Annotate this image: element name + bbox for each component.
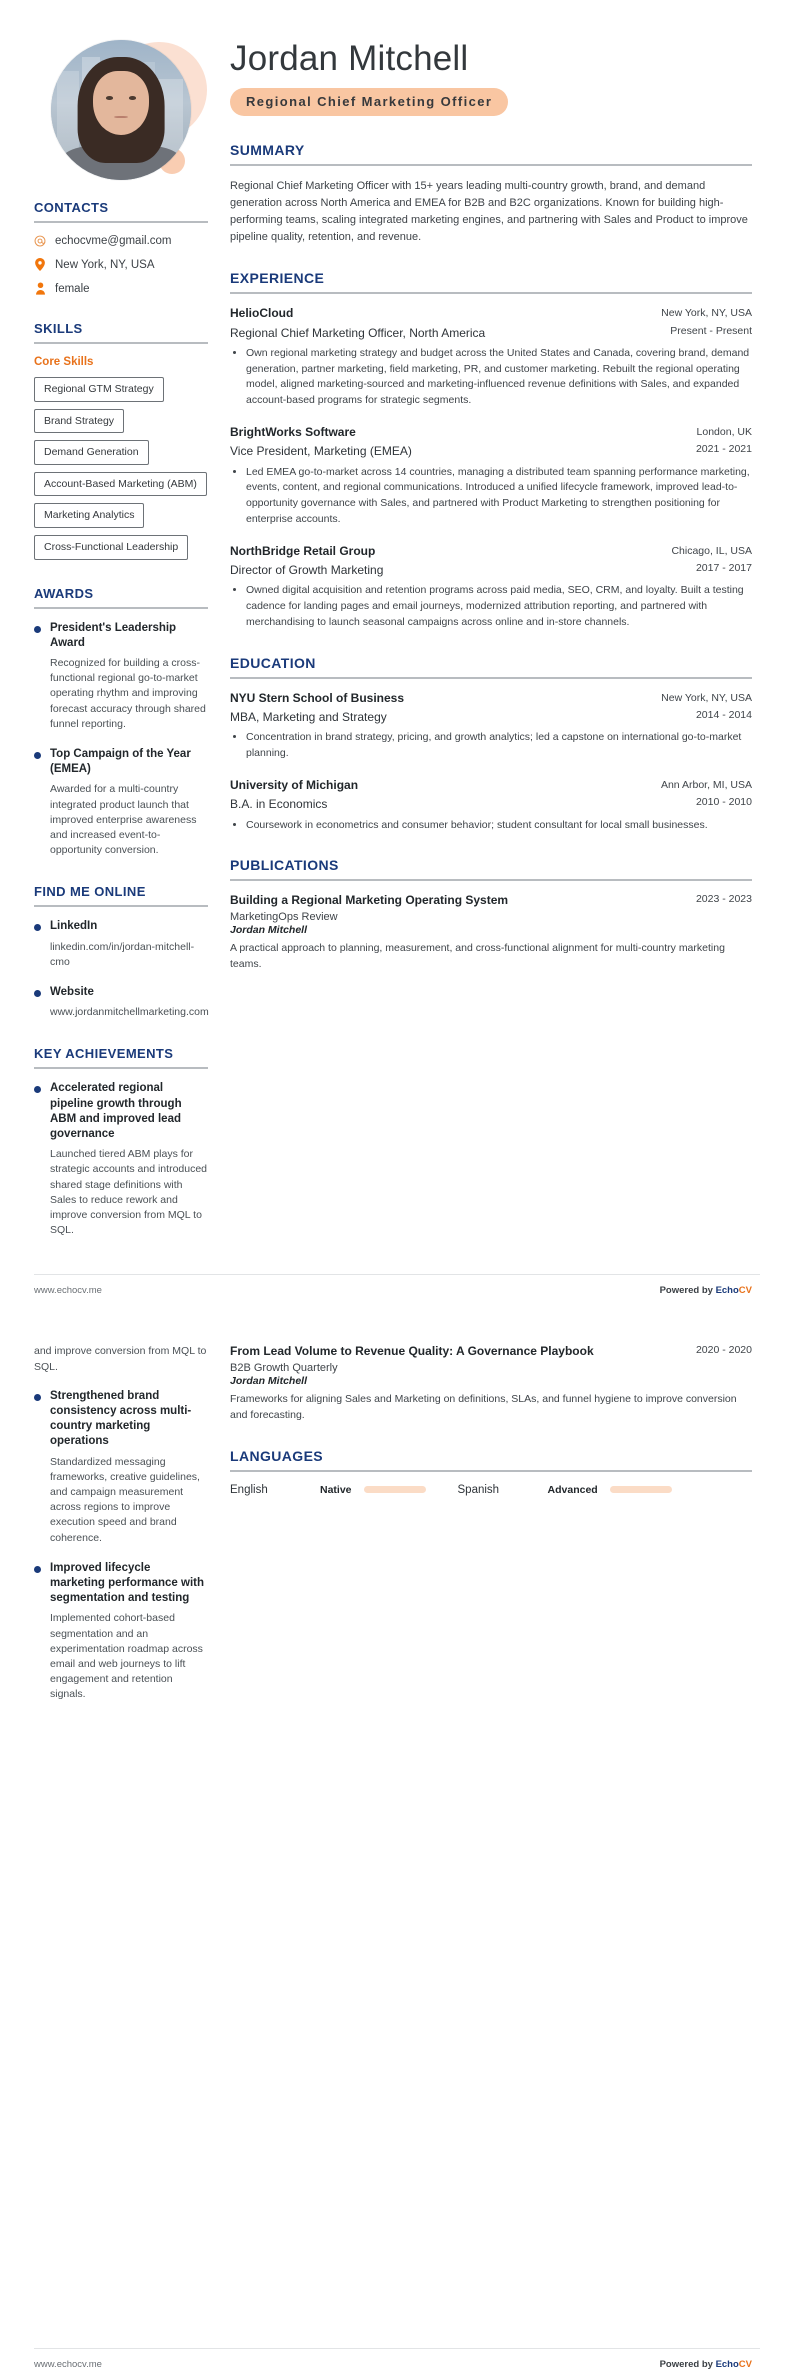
award-title: President's Leadership Award (50, 621, 177, 649)
main-content (222, 0, 794, 996)
achievement-item (34, 1389, 208, 1546)
location-pin-icon (34, 258, 46, 271)
award-item (34, 621, 208, 732)
divider (230, 164, 752, 166)
experience-location: New York, NY, USA (661, 306, 752, 319)
experience-heading: EXPERIENCE (230, 269, 325, 286)
skill-chip[interactable]: Demand Generation (34, 440, 149, 465)
publication-dates: 2023 - 2023 (695, 893, 752, 906)
achievement-item (34, 1561, 208, 1703)
footer-brand (660, 1285, 752, 1296)
experience-location: London, UK (696, 425, 752, 438)
skill-chip[interactable]: Brand Strategy (34, 409, 124, 434)
languages-list (230, 1484, 752, 1496)
footer-brand (660, 2359, 752, 2370)
education-entry (230, 778, 752, 834)
achievement-description: Launched tiered ABM plays for strategic accounts and introduced shared stage definitions with Sales to reduce rework and improve conversion from MQL to SQL. (50, 1148, 208, 1237)
footer-powered-prefix: Powered by (659, 2358, 716, 2370)
languages-heading: LANGUAGES (230, 1447, 324, 1464)
experience-entry (230, 544, 752, 631)
experience-company: BrightWorks Software (230, 424, 356, 439)
bullet-dot-icon (34, 1086, 41, 1093)
divider (34, 221, 208, 223)
role-badge: Regional Chief Marketing Officer (230, 88, 508, 116)
education-degree: MBA, Marketing and Strategy (230, 710, 387, 725)
skills-section (34, 321, 208, 560)
bullet-dot-icon (34, 1566, 41, 1573)
experience-role: Regional Chief Marketing Officer, North America (230, 325, 486, 340)
language-name: Spanish (457, 1483, 500, 1496)
person-icon (34, 282, 46, 295)
skills-heading: SKILLS (34, 321, 83, 336)
bullet-dot-icon (34, 752, 41, 759)
publication-journal: MarketingOps Review (230, 910, 338, 923)
page-footer (0, 1285, 794, 1296)
language-item (458, 1484, 672, 1496)
contacts-section (34, 200, 208, 295)
achievement-item (34, 1081, 208, 1238)
experience-section (230, 270, 752, 631)
publication-journal: B2B Growth Quarterly (230, 1362, 338, 1375)
achievement-description: Standardized messaging frameworks, creative guidelines, and campaign measurement across regions to improve execution speed and brand coherence. (50, 1455, 200, 1544)
online-profile-url[interactable]: www.jordanmitchellmarketing.com (50, 1006, 209, 1019)
experience-company: HelioCloud (230, 305, 294, 320)
divider (230, 879, 752, 881)
skill-chip[interactable]: Account-Based Marketing (ABM) (34, 472, 207, 497)
page-footer (0, 2359, 794, 2370)
publication-author: Jordan Mitchell (230, 1375, 308, 1388)
bullet: • Own regional marketing strategy and budget across the United States and Canada, covering brand, demand generation, partner marketing, field marketing, PR, and customer marketing. Rebuilt the regional operating model, aligned marketing-sourced and marketing-influenced revenue definitions with Sales, and expanded account-based programs for strategic segments. (246, 346, 752, 409)
publication-description: Frameworks for aligning Sales and Marketing on definitions, SLAs, and funnel hygiene to improve conversion and forecasting. (230, 1393, 737, 1421)
footer-site[interactable]: www.echocv.me (34, 1285, 102, 1297)
education-dates: 2010 - 2010 (695, 796, 752, 809)
experience-bullets (246, 583, 752, 630)
award-title: Top Campaign of the Year (EMEA) (50, 748, 191, 776)
bullet: • Concentration in brand strategy, pricing, and growth analytics; led a capstone on international go-to-market planning. (246, 730, 752, 762)
summary-text: Regional Chief Marketing Officer with 15+ years leading multi-country growth, brand, and demand generation across North America and EMEA for B2B and B2C organizations. Known for building high-performing teams, scaling integrated marketing engines, and partnering with Sales and Product to improve pipeline quality, retention, and revenue. (230, 179, 748, 243)
experience-location: Chicago, IL, USA (671, 544, 752, 557)
education-entry (230, 691, 752, 762)
online-profile-label: LinkedIn (50, 920, 98, 933)
publication-dates: 2020 - 2020 (695, 1344, 752, 1357)
education-location: New York, NY, USA (661, 691, 752, 704)
divider (34, 905, 208, 907)
language-proficiency-bar (364, 1486, 426, 1493)
education-bullets (246, 730, 752, 762)
language-name: English (230, 1483, 268, 1496)
experience-company: NorthBridge Retail Group (230, 543, 376, 558)
education-section (230, 655, 752, 834)
find-me-online-section (34, 884, 208, 1020)
language-level: Advanced (547, 1483, 598, 1496)
experience-entry (230, 306, 752, 409)
bullet-dot-icon (34, 626, 41, 633)
contact-location-value: New York, NY, USA (55, 258, 155, 271)
skill-chip-list (34, 377, 208, 560)
skill-chip[interactable]: Cross-Functional Leadership (34, 535, 188, 560)
education-school: NYU Stern School of Business (230, 690, 405, 705)
education-degree: B.A. in Economics (230, 797, 328, 812)
footer-brand-cv: CV (738, 2358, 752, 2370)
experience-bullets (246, 465, 752, 528)
skills-group-label: Core Skills (34, 356, 94, 368)
contact-location (34, 258, 208, 271)
divider (34, 607, 208, 609)
contacts-heading: CONTACTS (34, 200, 109, 215)
bullet: • Owned digital acquisition and retention programs across paid media, SEO, CRM, and loyalty. Built a testing cadence for landing pages and email journeys, modernized attribution reporting, and partnered with merchandising to launch seasonal campaigns across online and in-store channels. (246, 583, 752, 630)
divider (230, 292, 752, 294)
divider (230, 677, 752, 679)
achievement-title: Improved lifecycle marketing performance with segmentation and testing (50, 1561, 205, 1605)
divider (34, 1067, 208, 1069)
summary-heading: SUMMARY (230, 141, 305, 158)
publication-title: From Lead Volume to Revenue Quality: A Governance Playbook (230, 1344, 594, 1359)
language-proficiency-bar (610, 1486, 672, 1493)
experience-entry (230, 425, 752, 528)
publications-section-continued (230, 1344, 752, 1423)
education-dates: 2014 - 2014 (695, 709, 752, 722)
experience-role: Vice President, Marketing (EMEA) (230, 444, 412, 459)
publication-title: Building a Regional Marketing Operating System (230, 893, 509, 908)
footer-brand-cv: CV (738, 1285, 752, 1297)
languages-section (230, 1448, 752, 1496)
contact-email[interactable] (34, 235, 208, 247)
online-profile-item[interactable] (34, 985, 208, 1020)
footer-brand-echo: Echo (715, 2358, 739, 2370)
education-location: Ann Arbor, MI, USA (660, 778, 752, 791)
publication-description: A practical approach to planning, measurement, and cross-functional alignment for multi-country marketing teams. (230, 941, 725, 970)
experience-dates: Present - Present (670, 324, 752, 337)
key-achievements-section (34, 1046, 208, 1238)
divider (34, 342, 208, 344)
education-school: University of Michigan (230, 777, 359, 792)
key-achievements-heading: KEY ACHIEVEMENTS (34, 1046, 174, 1062)
contact-gender-value: female (55, 282, 90, 295)
publication-author: Jordan Mitchell (230, 923, 308, 936)
experience-dates: 2017 - 2017 (695, 562, 752, 575)
award-description: Recognized for building a cross-functional regional go-to-market operating rhythm and improving forecast accuracy through shared funnel reporting. (50, 656, 206, 730)
experience-dates: 2021 - 2021 (695, 443, 752, 456)
sidebar (0, 0, 222, 1264)
avatar (51, 40, 191, 180)
bullet-dot-icon (34, 924, 41, 931)
profile-photo (51, 40, 191, 180)
footer-site[interactable]: www.echocv.me (34, 2358, 102, 2370)
experience-bullets (246, 346, 752, 409)
summary-section (230, 142, 752, 246)
publications-section (230, 857, 752, 972)
bullet-dot-icon (34, 990, 41, 997)
footer-divider (34, 2348, 760, 2349)
education-heading: EDUCATION (230, 654, 316, 671)
page-gap (0, 1296, 794, 1330)
contact-email-value: echocvme@gmail.com (55, 235, 172, 247)
skill-chip[interactable]: Regional GTM Strategy (34, 377, 164, 402)
achievement-description: Implemented cohort-based segmentation and an experimentation roadmap across email and web journeys to lift engagement and retention signals. (50, 1612, 203, 1701)
footer-brand-echo: Echo (715, 1285, 739, 1297)
contact-gender (34, 282, 208, 295)
divider (230, 1470, 752, 1472)
main-content-continued (222, 1330, 794, 1519)
award-description: Awarded for a multi-country integrated product launch that improved enterprise awareness and increased event-to-opportunity conversion. (50, 783, 197, 857)
achievement-title: Strengthened brand consistency across multi-country marketing operations (50, 1389, 192, 1448)
publication-entry (230, 1344, 752, 1423)
bullet-dot-icon (34, 1394, 41, 1401)
sidebar-continued (0, 1330, 222, 1717)
page-title: Jordan Mitchell (230, 39, 469, 78)
publication-entry (230, 893, 752, 972)
find-me-online-heading: FIND ME ONLINE (34, 884, 146, 900)
education-bullets (246, 818, 752, 834)
achievement-description-continued: and improve conversion from MQL to SQL. (34, 1345, 207, 1373)
language-item (230, 1484, 426, 1496)
online-profile-item[interactable] (34, 919, 208, 970)
footer-divider (34, 1274, 760, 1275)
online-profile-url[interactable]: linkedin.com/in/jordan-mitchell-cmo (50, 940, 195, 968)
experience-role: Director of Growth Marketing (230, 563, 384, 578)
footer-powered-prefix: Powered by (659, 1285, 716, 1297)
skill-chip[interactable]: Marketing Analytics (34, 503, 144, 528)
awards-heading: AWARDS (34, 585, 94, 601)
achievement-title: Accelerated regional pipeline growth through ABM and improved lead governance (50, 1082, 182, 1140)
publications-heading: PUBLICATIONS (230, 857, 339, 874)
email-icon (34, 235, 46, 247)
award-item (34, 747, 208, 858)
language-level: Native (320, 1483, 352, 1496)
bullet: • Coursework in econometrics and consumer behavior; student consultant for local small businesses. (246, 818, 752, 834)
resume-sheet-2 (0, 1330, 794, 2369)
online-profile-label: Website (50, 986, 94, 999)
bullet: • Led EMEA go-to-market across 14 countries, managing a distributed team spanning performance marketing, events, content, and regional communications. Introduced a unified lifecycle framework, improved lead-to-opportunity governance with Sales, and partnered with Product Marketing to strengthen positioning for enterprise accounts. (246, 465, 752, 528)
page2-spacer (0, 1718, 794, 2338)
awards-section (34, 586, 208, 859)
